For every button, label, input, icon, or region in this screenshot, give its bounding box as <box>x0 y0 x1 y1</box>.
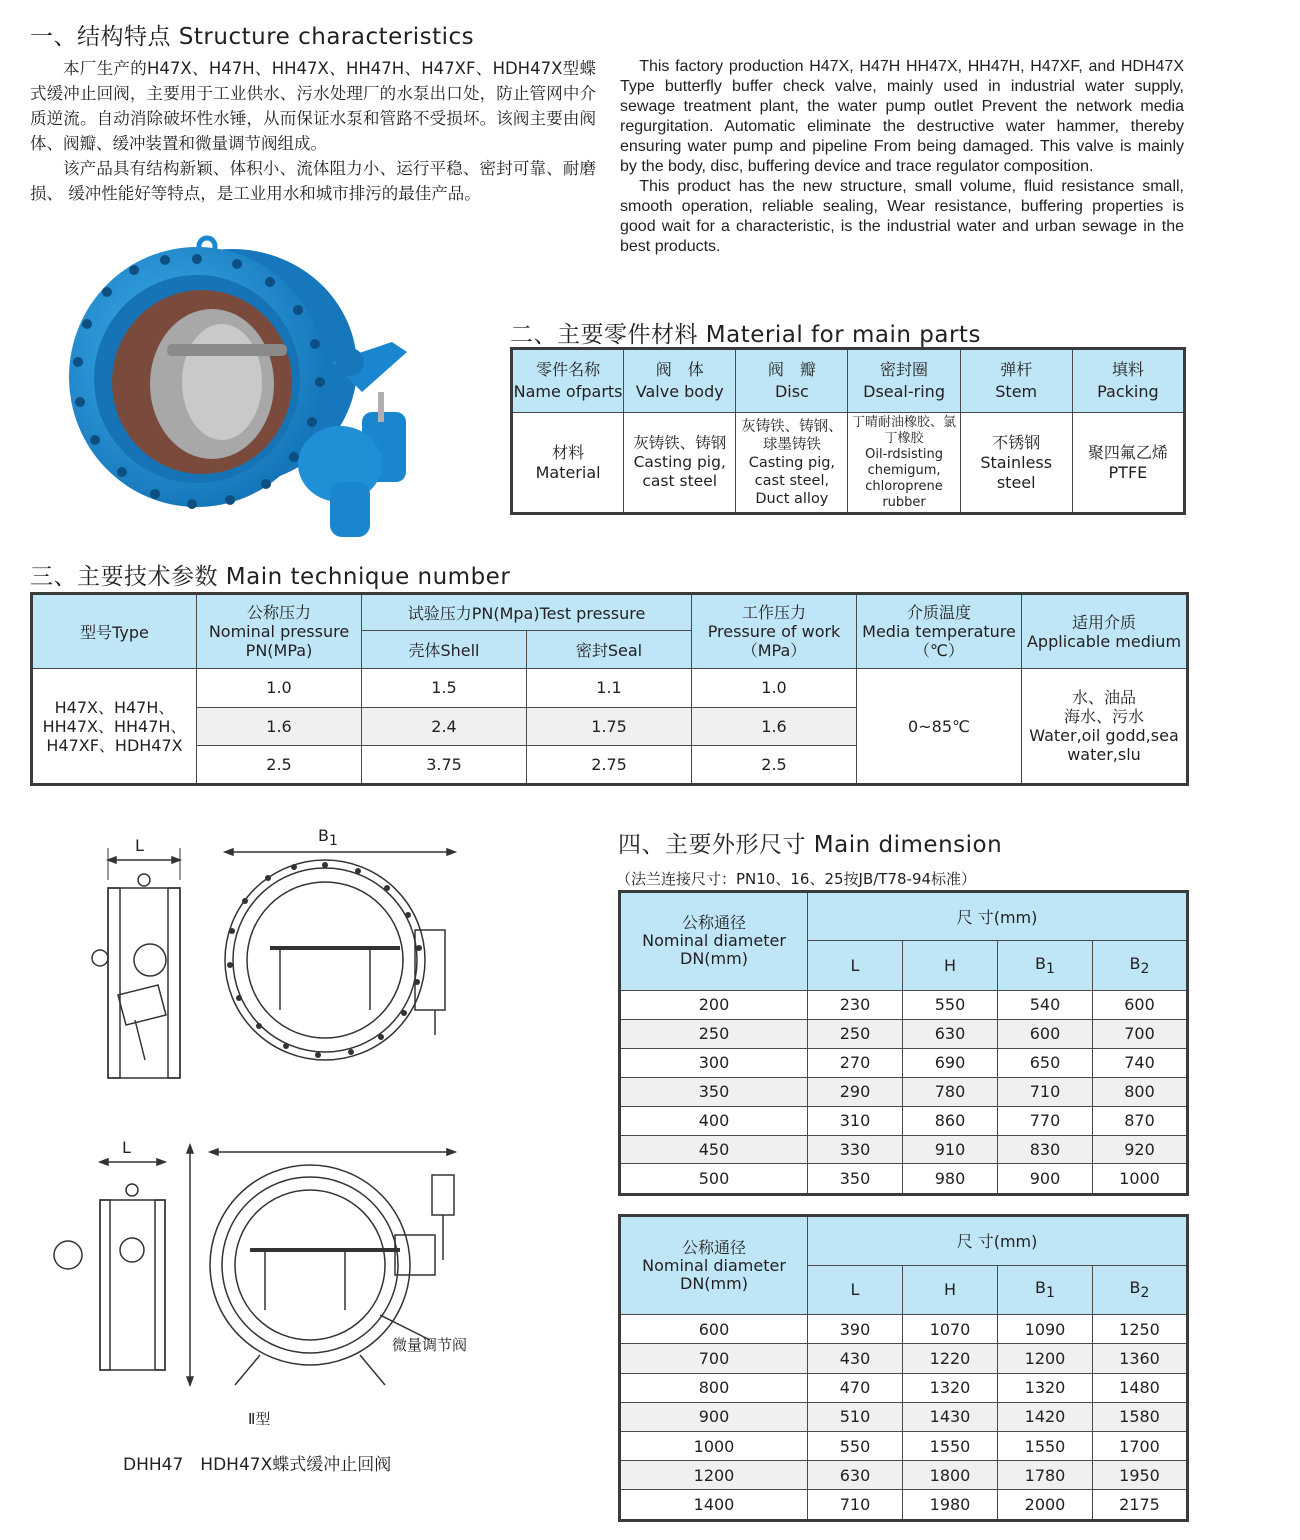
diameter-cell: 900 <box>620 1402 808 1431</box>
H-cell: 630 <box>903 1019 998 1048</box>
material-header-cell <box>736 349 848 413</box>
shell-header: 壳体Shell <box>362 630 527 669</box>
size-header: 尺 寸(mm) <box>808 1216 1188 1266</box>
nominal-cell: 1.6 <box>197 707 362 746</box>
technical-drawing-type2 <box>40 1140 490 1400</box>
table-row <box>620 1135 1188 1164</box>
B2-cell: 1250 <box>1093 1315 1188 1344</box>
flange-standard-note: （法兰连接尺寸：PN10、16、25按JB/T78-94标准） <box>616 870 977 888</box>
type-line: H47X、H47H、 <box>54 697 175 717</box>
type-header: 型号Type <box>32 594 197 669</box>
shell-cell: 1.5 <box>362 669 527 708</box>
diameter-cell: 1000 <box>620 1431 808 1460</box>
B2-cell: 1580 <box>1093 1402 1188 1431</box>
header-en: Packing <box>1097 382 1159 402</box>
cell-cn: 聚四氟乙烯 <box>1087 442 1168 462</box>
header-line: （℃） <box>914 641 964 661</box>
B2-cell: 1480 <box>1093 1373 1188 1402</box>
section1-heading: 一、结构特点 Structure characteristics <box>30 24 475 50</box>
table-row <box>620 1019 1188 1048</box>
B1-cell: 1200 <box>998 1344 1093 1373</box>
diameter-cell: 300 <box>620 1048 808 1077</box>
table-row <box>620 1344 1188 1373</box>
header-cn: 密封圈 <box>880 360 929 380</box>
H-cell: 1070 <box>903 1315 998 1344</box>
L-header: L <box>808 941 903 990</box>
table-row <box>620 1402 1188 1431</box>
nominal-cell: 1.0 <box>197 669 362 708</box>
dimension-header-row <box>620 1216 1188 1266</box>
B2-cell: 800 <box>1093 1077 1188 1106</box>
temperature-header <box>857 594 1022 669</box>
dimension-header-row <box>620 892 1188 941</box>
L-cell: 350 <box>808 1164 903 1195</box>
header-line: 公称压力 <box>246 603 311 623</box>
H-header: H <box>903 941 998 990</box>
B2-cell: 1700 <box>1093 1431 1188 1460</box>
material-cell <box>512 413 624 514</box>
drawing-caption: DHH47 HDH47X蝶式缓冲止回阀 <box>123 1455 392 1475</box>
diameter-cell: 600 <box>620 1315 808 1344</box>
diameter-cell: 350 <box>620 1077 808 1106</box>
H-cell: 980 <box>903 1164 998 1195</box>
dimension-letter: B <box>318 826 329 845</box>
B1-cell: 2000 <box>998 1490 1093 1521</box>
cell-en: Casting pig, cast steel, Duct alloy <box>748 454 836 507</box>
medium-cell <box>1022 669 1188 785</box>
technique-header-row <box>32 594 1188 631</box>
cell-cn: 灰铸铁、铸钢 <box>633 434 727 453</box>
header-line: Applicable medium <box>1026 631 1182 651</box>
L-cell: 630 <box>808 1461 903 1490</box>
diameter-cell: 800 <box>620 1373 808 1402</box>
type2-label: Ⅱ型 <box>248 1410 271 1428</box>
cell-en: Casting pig, cast steel <box>633 453 726 491</box>
header-en: Disc <box>774 382 809 402</box>
B1-header <box>998 941 1093 990</box>
work-cell: 1.6 <box>692 707 857 746</box>
dimension-L2-label: L <box>122 1138 131 1157</box>
diameter-cell: 400 <box>620 1106 808 1135</box>
cell-cn: 材料 <box>552 442 585 462</box>
table-row <box>620 1106 1188 1135</box>
nominal-pressure-header <box>197 594 362 669</box>
table-row <box>620 1315 1188 1344</box>
material-header-cell <box>960 349 1072 413</box>
seal-cell: 1.1 <box>527 669 692 708</box>
header-line: Nominal diameter <box>642 931 786 951</box>
diameter-cell: 200 <box>620 990 808 1019</box>
cell-cn: 不锈钢 <box>992 432 1041 452</box>
material-header-cell <box>512 349 624 413</box>
work-cell: 2.5 <box>692 746 857 785</box>
table-row <box>620 1490 1188 1521</box>
cn-paragraph-2: 该产品具有结构新颖、体积小、流体阻力小、运行平稳、密封可靠、耐磨损、 缓冲性能好等特点，是工业用水和城市排污的最佳产品。 <box>30 159 596 203</box>
L-cell: 710 <box>808 1490 903 1521</box>
H-cell: 910 <box>903 1135 998 1164</box>
seal-cell: 1.75 <box>527 707 692 746</box>
cell-cn: 灰铸铁、铸钢、球墨铸铁 <box>741 418 843 453</box>
B1-cell: 1090 <box>998 1315 1093 1344</box>
header-cn: 阀 体 <box>655 360 704 380</box>
table-row <box>620 1373 1188 1402</box>
header-line: 适用介质 <box>1072 612 1137 632</box>
B2-cell: 740 <box>1093 1048 1188 1077</box>
H-cell: 1220 <box>903 1344 998 1373</box>
material-header-cell <box>1072 349 1184 413</box>
section4-heading: 四、主要外形尺寸 Main dimension <box>618 832 1003 858</box>
B1-header <box>998 1265 1093 1315</box>
header-subscript: 2 <box>1140 961 1150 978</box>
header-line: Pressure of work <box>707 622 841 642</box>
table-row <box>620 1431 1188 1460</box>
B1-cell: 900 <box>998 1164 1093 1195</box>
type-line: HH47X、HH47H、 <box>42 716 187 736</box>
cell-en: Oil-rdsisting chemigum, chloroprene rubber <box>865 446 943 510</box>
dimension-table-1-body <box>620 990 1188 1194</box>
material-cell <box>848 413 960 514</box>
diameter-header <box>620 892 808 991</box>
B2-cell: 1000 <box>1093 1164 1188 1195</box>
header-en: Valve body <box>635 382 724 402</box>
medium-header <box>1022 594 1188 669</box>
type-cell <box>32 669 197 785</box>
header-line: Nominal diameter <box>642 1255 786 1275</box>
diameter-cell: 1200 <box>620 1461 808 1490</box>
header-line: DN(mm) <box>680 1273 748 1293</box>
B1-cell: 540 <box>998 990 1093 1019</box>
header-letter: B <box>1035 1278 1047 1298</box>
B2-header <box>1093 1265 1188 1315</box>
B2-cell: 920 <box>1093 1135 1188 1164</box>
valve-product-photo <box>62 232 482 544</box>
medium-line: 海水、污水 <box>1064 707 1145 727</box>
B2-cell: 1360 <box>1093 1344 1188 1373</box>
H-cell: 550 <box>903 990 998 1019</box>
L-cell: 290 <box>808 1077 903 1106</box>
dimension-table-2 <box>618 1214 1189 1522</box>
header-line: Nominal pressure <box>208 622 350 642</box>
section3-heading: 三、主要技术参数 Main technique number <box>30 564 511 590</box>
B1-cell: 600 <box>998 1019 1093 1048</box>
header-line: （MPa） <box>741 641 807 661</box>
header-subscript: 1 <box>1046 1285 1055 1302</box>
materials-row <box>512 413 1185 514</box>
B1-cell: 1420 <box>998 1402 1093 1431</box>
B2-cell: 2175 <box>1093 1490 1188 1521</box>
header-cn: 零件名称 <box>536 360 601 380</box>
B2-header <box>1093 941 1188 990</box>
material-header-cell <box>848 349 960 413</box>
header-cn: 弹杆 <box>1000 360 1033 380</box>
regulator-label: 微量调节阀 <box>392 1336 468 1354</box>
header-cn: 填料 <box>1111 360 1144 380</box>
cn-paragraph-1: 本厂生产的H47X、H47H、HH47X、HH47H、H47XF、HDH47X型蝶式缓冲止回阀，主要用于工业供水、污水处理厂的水泵出口处，防止管网中介质逆流。自动消除破坏性水锤，从而保证水泵和管路不受损坏。该阀主要由阀体、阀瓣、缓冲装置和微量调节阀组成。 <box>30 59 596 153</box>
B1-cell: 830 <box>998 1135 1093 1164</box>
diameter-cell: 1400 <box>620 1490 808 1521</box>
dimension-table-2-body <box>620 1315 1188 1521</box>
diameter-cell: 500 <box>620 1164 808 1195</box>
table-row <box>620 1461 1188 1490</box>
H-cell: 780 <box>903 1077 998 1106</box>
seal-header: 密封Seal <box>527 630 692 669</box>
H-cell: 860 <box>903 1106 998 1135</box>
header-letter: B <box>1035 953 1047 973</box>
B1-cell: 1550 <box>998 1431 1093 1460</box>
table-row <box>620 990 1188 1019</box>
material-cell <box>1072 413 1184 514</box>
B1-cell: 1320 <box>998 1373 1093 1402</box>
L-cell: 510 <box>808 1402 903 1431</box>
materials-table <box>510 347 1186 515</box>
H-cell: 1320 <box>903 1373 998 1402</box>
header-subscript: 1 <box>1046 961 1055 978</box>
en-paragraph-2: This product has the new structure, small volume, fluid resistance small, smooth operation, reliable sealing, Wear resistance, buffering properties is good wait for a characteristic, is the industrial water and urban sewage in the best products. <box>620 178 1184 255</box>
section2-heading: 二、主要零件材料 Material for main parts <box>510 322 981 348</box>
header-line: 介质温度 <box>907 603 972 623</box>
B2-cell: 1950 <box>1093 1461 1188 1490</box>
L-cell: 310 <box>808 1106 903 1135</box>
material-cell <box>624 413 736 514</box>
materials-header-row <box>512 349 1185 413</box>
shell-cell: 2.4 <box>362 707 527 746</box>
section1-cn-text <box>30 56 596 206</box>
header-line: Media temperature <box>862 622 1016 642</box>
L-cell: 330 <box>808 1135 903 1164</box>
header-line: DN(mm) <box>680 949 748 969</box>
medium-line: 水、油品 <box>1072 688 1137 708</box>
table-row <box>620 1077 1188 1106</box>
H-cell: 1430 <box>903 1402 998 1431</box>
B1-cell: 770 <box>998 1106 1093 1135</box>
dimension-L-label: L <box>135 836 144 855</box>
header-line: 公称通径 <box>681 1237 746 1257</box>
diameter-cell: 250 <box>620 1019 808 1048</box>
H-cell: 690 <box>903 1048 998 1077</box>
work-cell: 1.0 <box>692 669 857 708</box>
table-row <box>620 1048 1188 1077</box>
L-cell: 470 <box>808 1373 903 1402</box>
en-paragraph-1: This factory production H47X, H47H HH47X, HH47H, H47XF, and HDH47X Type butterfly buffer check valve, mainly used in industrial water supply, sewage treatment plant, the water pump outlet Prevent the network media regurgitation. Automatic eliminate the destructive water hammer, thereby ensuring water pump and pipeline From being damaged. This valve is mainly by the body, disc, buffering device and trace regulator composition. <box>620 58 1184 175</box>
header-subscript: 2 <box>1140 1285 1150 1302</box>
section1-en-text <box>620 57 1184 257</box>
header-en: Stem <box>995 382 1038 402</box>
type-line: H47XF、HDH47X <box>46 735 183 755</box>
technique-table <box>30 592 1189 786</box>
dimension-table-1 <box>618 890 1189 1196</box>
cell-en: PTFE <box>1108 462 1148 482</box>
header-en: Dseal-ring <box>863 382 945 402</box>
diameter-cell: 700 <box>620 1344 808 1373</box>
size-header: 尺 寸(mm) <box>808 892 1188 941</box>
cell-en: Stainless steel <box>980 452 1053 492</box>
medium-line: Water,oil godd,sea <box>1029 726 1179 746</box>
material-header-cell <box>624 349 736 413</box>
dimension-subscript: 1 <box>328 833 338 850</box>
nominal-cell: 2.5 <box>197 746 362 785</box>
B1-cell: 650 <box>998 1048 1093 1077</box>
header-letter: B <box>1129 1278 1141 1298</box>
shell-cell: 3.75 <box>362 746 527 785</box>
diameter-header <box>620 1216 808 1315</box>
cell-cn: 丁晴耐油橡胶、氯丁橡胶 <box>852 414 957 446</box>
L-cell: 270 <box>808 1048 903 1077</box>
dimension-B1-label <box>318 826 338 849</box>
B2-cell: 870 <box>1093 1106 1188 1135</box>
technique-row <box>32 669 1188 708</box>
medium-line: water,slu <box>1067 745 1141 765</box>
header-letter: B <box>1129 953 1141 973</box>
H-cell: 1980 <box>903 1490 998 1521</box>
cell-en: Material <box>535 462 601 482</box>
header-line: 公称通径 <box>681 913 746 933</box>
header-cn: 阀 瓣 <box>767 360 816 380</box>
L-cell: 250 <box>808 1019 903 1048</box>
L-cell: 230 <box>808 990 903 1019</box>
H-header: H <box>903 1265 998 1315</box>
test-pressure-header: 试验压力PN(Mpa)Test pressure <box>362 594 692 631</box>
header-en: Name ofparts <box>513 382 623 402</box>
L-header: L <box>808 1265 903 1315</box>
L-cell: 430 <box>808 1344 903 1373</box>
H-cell: 1550 <box>903 1431 998 1460</box>
H-cell: 1800 <box>903 1461 998 1490</box>
material-cell <box>736 413 848 514</box>
diameter-cell: 450 <box>620 1135 808 1164</box>
header-line: 工作压力 <box>742 603 807 623</box>
seal-cell: 2.75 <box>527 746 692 785</box>
L-cell: 550 <box>808 1431 903 1460</box>
table-row <box>620 1164 1188 1195</box>
material-cell <box>960 413 1072 514</box>
work-pressure-header <box>692 594 857 669</box>
header-line: PN(MPa) <box>245 641 313 661</box>
temperature-cell: 0~85℃ <box>857 669 1022 785</box>
B1-cell: 710 <box>998 1077 1093 1106</box>
B2-cell: 700 <box>1093 1019 1188 1048</box>
L-cell: 390 <box>808 1315 903 1344</box>
B2-cell: 600 <box>1093 990 1188 1019</box>
B1-cell: 1780 <box>998 1461 1093 1490</box>
